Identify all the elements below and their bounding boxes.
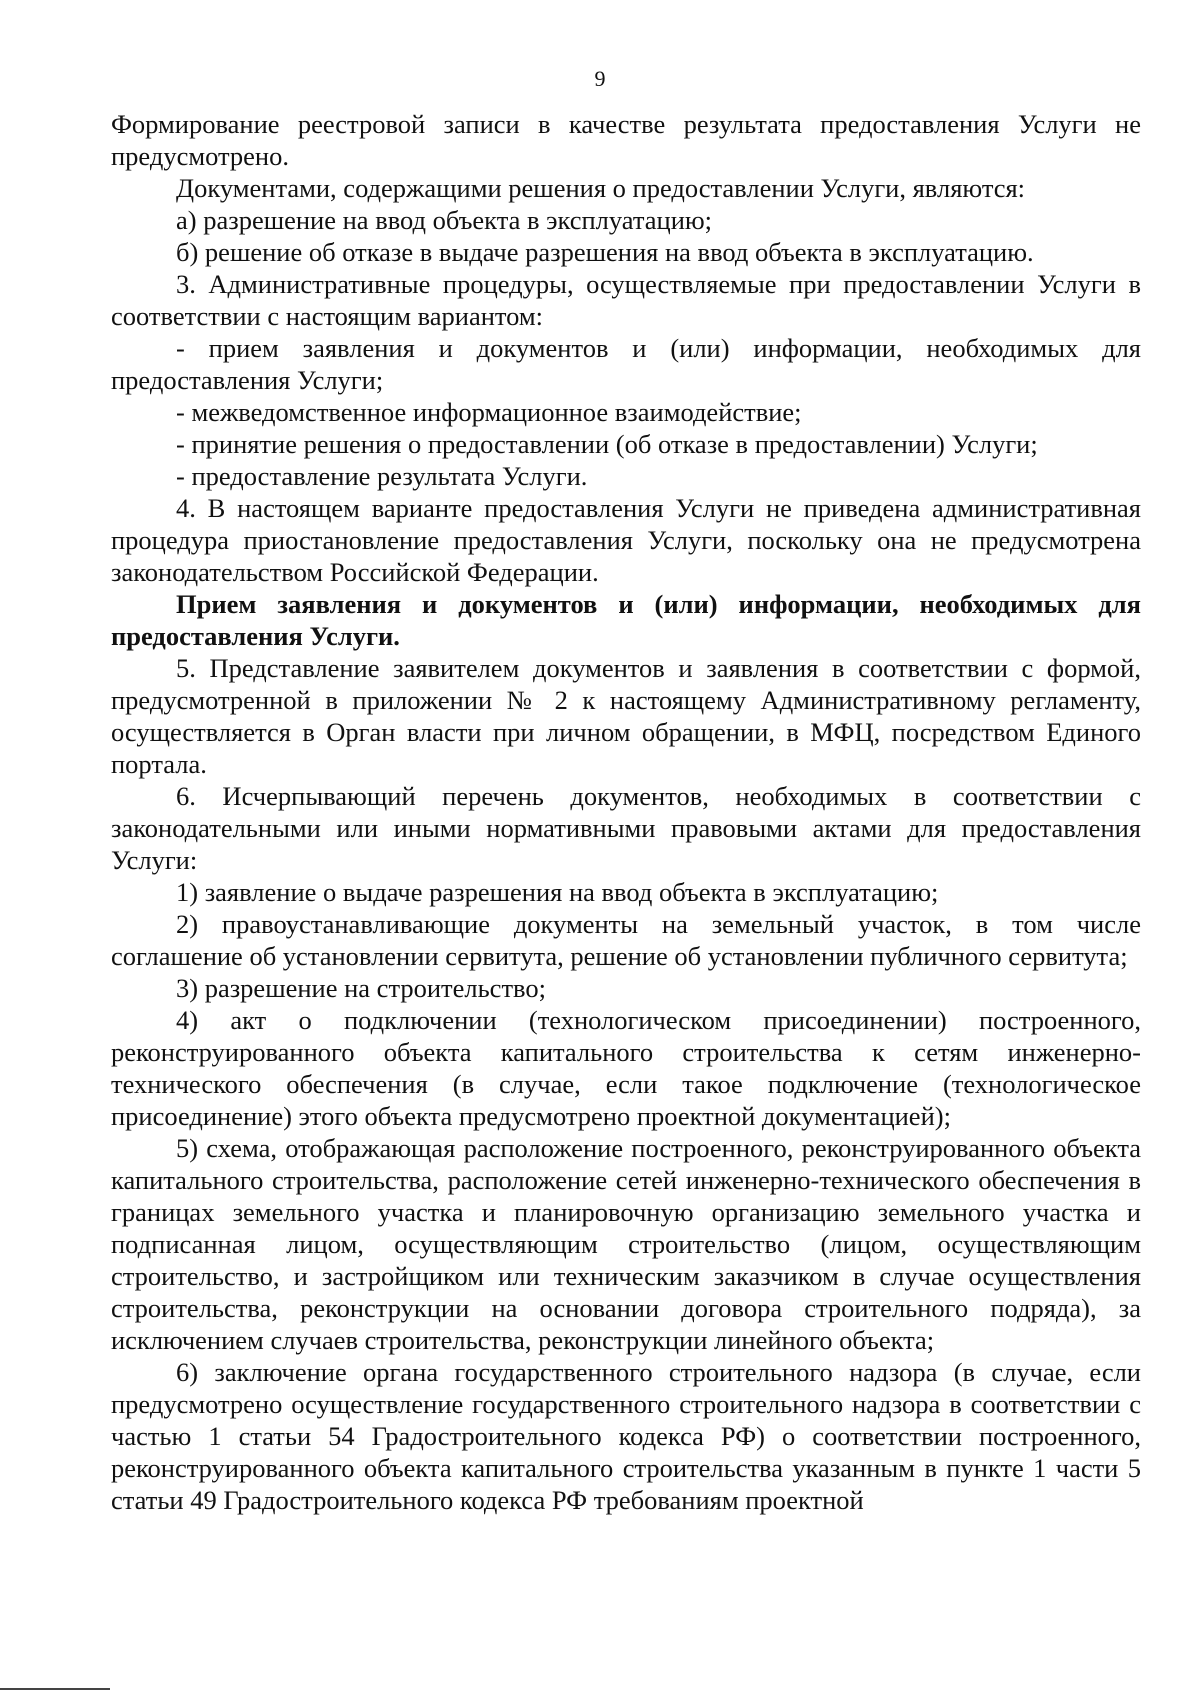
- paragraph-section-3: 3. Административные процедуры, осуществляемые при предоставлении Услуги в соответствии с настоящим вариантом:: [111, 269, 1141, 331]
- page-number: 9: [594, 66, 606, 91]
- scan-edge-line: [0, 1688, 110, 1690]
- list-item-document-5: 5) схема, отображающая расположение построенного, реконструированного объекта капитального строительства, расположение сетей инженерно-технического обеспечения в границах земельного участка и планировочную организацию земельного участка и подписанная лицом, осуществляющим строительство (лицом, осуществляющим строительство, и застройщиком или техническим заказчиком в случае осуществления строительства, реконструкции на основании договора строительного подряда), за исключением случаев строительства, реконструкции линейного объекта;: [111, 1133, 1141, 1355]
- list-item-refusal: б) решение об отказе в выдаче разрешения на ввод объекта в эксплуатацию.: [176, 237, 1034, 267]
- list-item-document-1: 1) заявление о выдаче разрешения на ввод объекта в эксплуатацию;: [176, 877, 939, 907]
- paragraph-section-6: 6. Исчерпывающий перечень документов, необходимых в соответствии с законодательными или иными нормативными правовыми актами для предоставления Услуги:: [111, 781, 1141, 875]
- list-item-document-6: 6) заключение органа государственного строительного надзора (в случае, если предусмотрено осуществление государственного строительного надзора в соответствии с частью 1 статьи 54 Градостроительного кодекса РФ) о соответствии построенного, реконструированного объекта капитального строительства указанным в пункте 1 части 5 статьи 49 Градостроительного кодекса РФ требованиям проектной: [111, 1357, 1141, 1515]
- list-item-procedure-reception: - прием заявления и документов и (или) информации, необходимых для предоставления Услуги;: [111, 333, 1141, 395]
- paragraph-registry-record: Формирование реестровой записи в качестве результата предоставления Услуги не предусмотрено.: [111, 109, 1141, 171]
- list-item-permit: а) разрешение на ввод объекта в эксплуатацию;: [176, 205, 713, 235]
- list-item-procedure-result: - предоставление результата Услуги.: [176, 461, 588, 491]
- list-item-procedure-interaction: - межведомственное информационное взаимодействие;: [176, 397, 802, 427]
- list-item-document-4: 4) акт о подключении (технологическом присоединении) построенного, реконструированного объекта капитального строительства к сетям инженерно-технического обеспечения (в случае, если такое подключение (технологическое присоединение) этого объекта предусмотрено проектной документацией);: [111, 1005, 1141, 1131]
- paragraph-section-4: 4. В настоящем варианте предоставления Услуги не приведена административная процедура приостановление предоставления Услуги, поскольку она не предусмотрена законодательством Российской Федерации.: [111, 493, 1141, 587]
- list-item-document-2: 2) правоустанавливающие документы на земельный участок, в том числе соглашение об установлении сервитута, решение об установлении публичного сервитута;: [111, 909, 1141, 971]
- list-item-document-3: 3) разрешение на строительство;: [176, 973, 546, 1003]
- list-item-procedure-decision: - принятие решения о предоставлении (об отказе в предоставлении) Услуги;: [176, 429, 1038, 459]
- paragraph-decision-documents: Документами, содержащими решения о предоставлении Услуги, являются:: [176, 173, 1026, 203]
- section-heading: Прием заявления и документов и (или) информации, необходимых для предоставления Услуги.: [111, 589, 1141, 651]
- paragraph-section-5: 5. Представление заявителем документов и заявления в соответствии с формой, предусмотренной в приложении № 2 к настоящему Административному регламенту, осуществляется в Орган власти при личном обращении, в МФЦ, посредством Единого портала.: [111, 653, 1141, 779]
- document-body: [111, 108, 1141, 1516]
